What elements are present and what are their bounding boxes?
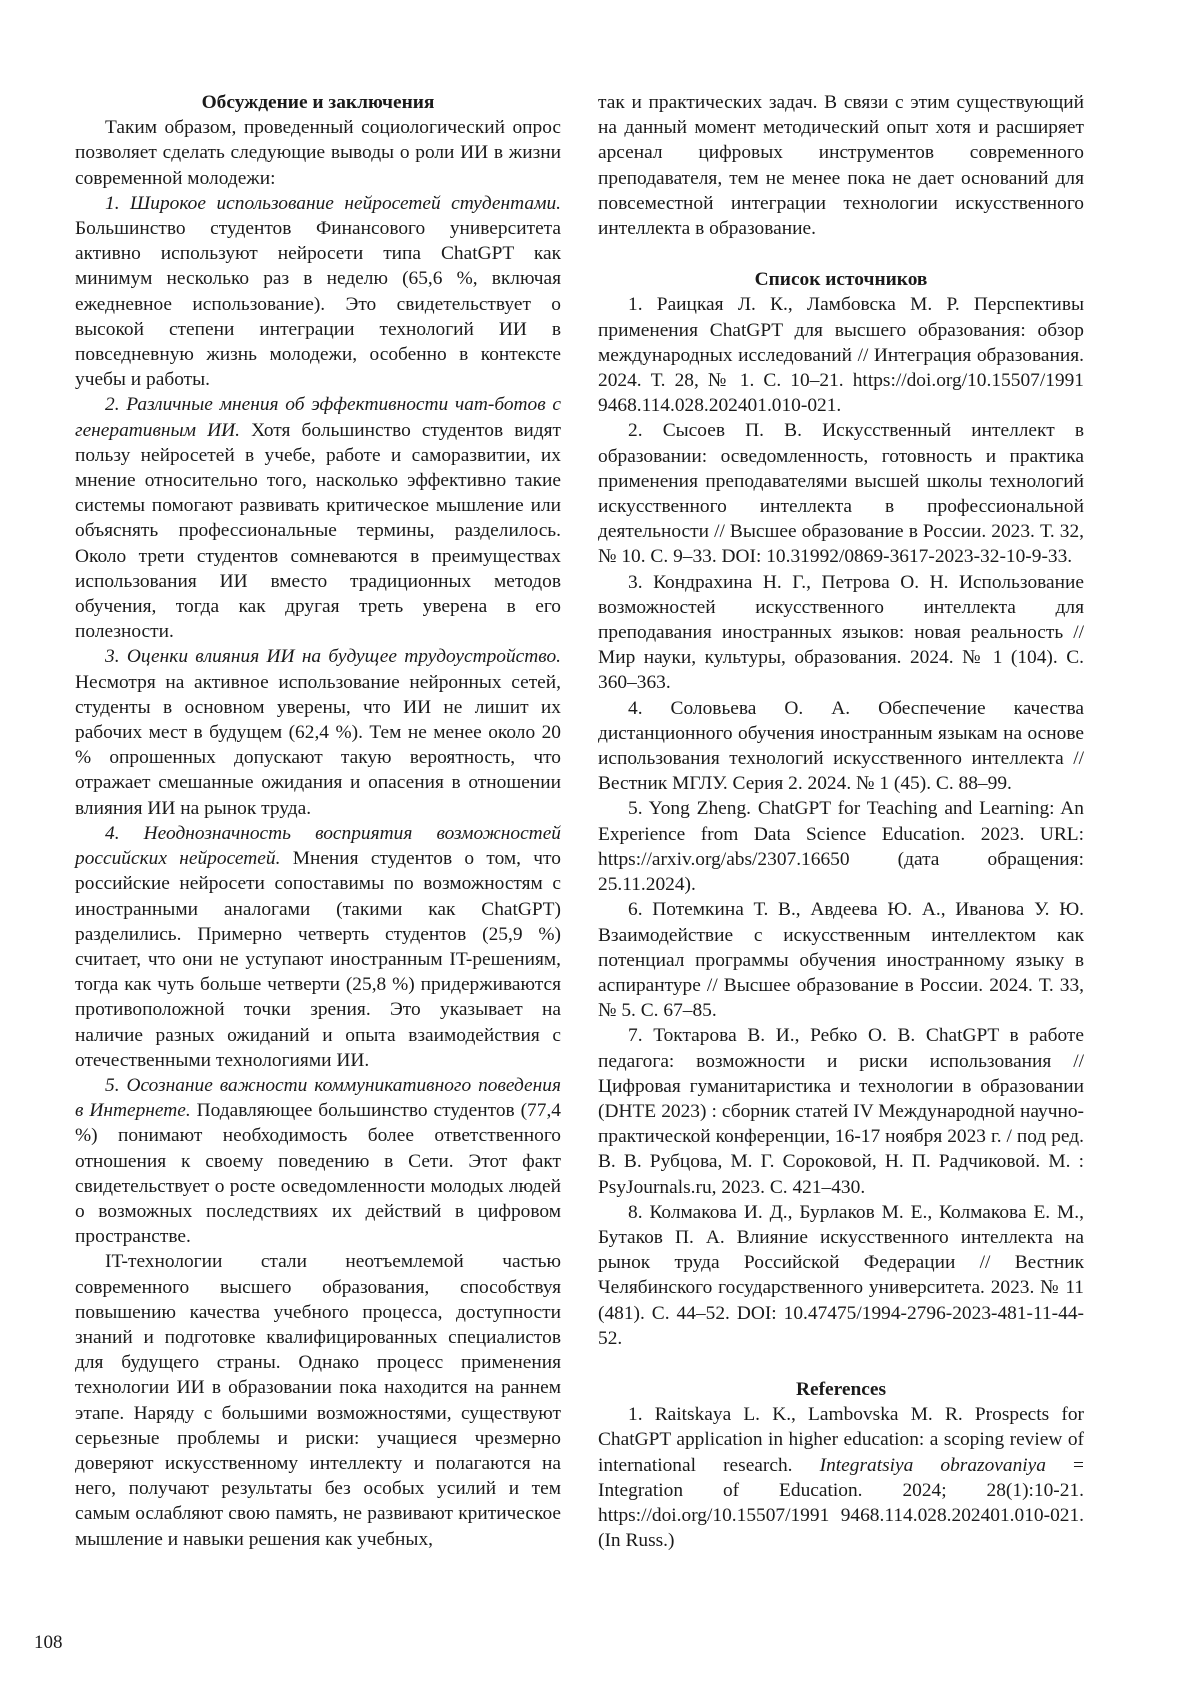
point-title: 5. Осознание важности коммуникативного поведения в Интернете. xyxy=(75,1074,561,1122)
page-number: 108 xyxy=(34,1632,63,1653)
right-column xyxy=(598,90,1084,1553)
closing-paragraph: IT-технологии стали неотъемлемой частью современного высшего образования, способствуя повышению качества учебного процесса, доступности знаний и подготовке квалифицированных специалистов для будущего страны. Однако процесс применения технологии ИИ в образовании пока находится на раннем этапе. Наряду с большими возможностями, существуют серьезные проблемы и риски: учащиеся чрезмерно доверяют искусственному интеллекту и полагаются на него, получают результаты без особых усилий и тем самым ослабляют свою память, не развивают критическое мышление и навыки решения как учебных, xyxy=(75,1251,561,1550)
point-text: Подавляющее большинство студентов (77,4 %) понимают необходимость более ответственного отношения к своему поведению в Сети. Этот факт свидетельствует о росте осведомленности молодых людей о возможных последствиях их действий в цифровом пространстве. xyxy=(75,1100,561,1248)
point-text: Несмотря на активное использование нейронных сетей, студенты в основном уверены, что ИИ не лишит их рабочих мест в будущем (62,4 %). Тем не менее около 20 % опрошенных допускают такую вероятность, что отражает смешанные ожидания и опасения в отношении влияния ИИ на рынок труда. xyxy=(75,671,561,819)
point-title: 2. Различные мнения об эффективности чат-ботов с генеративным ИИ. xyxy=(75,394,561,441)
reference-journal: Integratsiya obrazovaniya xyxy=(819,1454,1046,1476)
sources-heading: Список источников xyxy=(754,269,928,291)
conclusion-point-4 xyxy=(75,821,561,1073)
source-item: 5. Yong Zheng. ChatGPT for Teaching and Learning: An Experience from Data Science Education. 2023. URL: https://arxiv.org/abs/2307.16650 (дата обращения: 25.11.2024). xyxy=(598,798,1084,896)
source-item: 6. Потемкина Т. В., Авдеева Ю. А., Иванова У. Ю. Взаимодействие с искусственным интеллектом как потенциал программы обучения иностранному языку в аспирантуре // Высшее образование в России. 2024. Т. 33, № 5. С. 67–85. xyxy=(598,899,1084,1022)
reference-pre: 1. Raitskaya L. K., Lambovska M. R. Prospects for ChatGPT application in higher education: a scoping review of international research. xyxy=(598,1404,1084,1476)
conclusion-point-1 xyxy=(75,191,561,393)
conclusion-point-3 xyxy=(75,644,561,820)
continuation-paragraph: так и практических задач. В связи с этим существующий на данный момент методический опыт хотя и расширяет арсенал цифровых инструментов современного преподавателя, тем не менее пока не дает оснований для повсеместной интеграции технологии искусственного интеллекта в образование. xyxy=(598,92,1084,240)
point-title: 3. Оценки влияния ИИ на будущее трудоустройство. xyxy=(105,646,561,668)
point-text: Хотя большинство студентов видят пользу нейросетей в учебе, работе и саморазвитии, их мнение относительно того, насколько эффективно такие системы помогают развивать критическое мышление или объяснять профессиональные термины, разделилось. Около трети студентов сомневаются в преимуществах использования ИИ вместо традиционных методов обучения, тогда как другая треть уверена в его полезности. xyxy=(75,419,561,643)
source-item: 1. Раицкая Л. К., Ламбовска М. Р. Перспективы применения ChatGPT для высшего образования: обзор международных исследований // Интеграция образования. 2024. Т. 28, № 1. С. 10–21. https://doi.org/10.15507/1991 9468.114.028.202401.010-021. xyxy=(598,294,1084,417)
source-item: 3. Кондрахина Н. Г., Петрова О. Н. Использование возможностей искусственного интеллекта для преподавания иностранных языков: новая реальность // Мир науки, культуры, образования. 2024. № 1 (104). С. 360–363. xyxy=(598,571,1084,694)
source-item: 2. Сысоев П. В. Искусственный интеллект в образовании: осведомленность, готовность и практика применения преподавателями высшей школы технологий искусственного интеллекта в профессиональной деятельности // Высшее образование в России. 2023. Т. 32, № 10. С. 9–33. DOI: 10.31992/0869-3617-2023-32-10-9-33. xyxy=(598,420,1084,568)
source-item: 8. Колмакова И. Д., Бурлаков М. Е., Колмакова Е. М., Бутаков П. А. Влияние искусственного интеллекта на рынок труда Российской Федерации // Вестник Челябинского государственного университета. 2023. № 11 (481). С. 44–52. DOI: 10.47475/1994-2796-2023-481-11-44-52. xyxy=(598,1201,1084,1349)
conclusion-point-5 xyxy=(75,1073,561,1249)
point-text: Большинство студентов Финансового университета активно используют нейросети типа ChatGPT как минимум несколько раз в неделю (65,6 %, включая ежедневное использование). Это свидетельствует о высокой степени интеграции технологий ИИ в повседневную жизнь молодежи, особенно в контексте учебы и работы. xyxy=(75,218,561,391)
point-title: 4. Неоднозначность восприятия возможностей российских нейросетей. xyxy=(75,822,561,870)
source-item: 7. Токтарова В. И., Ребко О. В. ChatGPT в работе педагога: возможности и риски использования // Цифровая гуманитаристика и технологии в образовании (DHTE 2023) : сборник статей IV Международной научно-практической конференции, 16-17 ноября 2023 г. / под ред. В. В. Рубцова, М. Г. Сороковой, Н. П. Радчиковой. М. : PsyJournals.ru, 2023. С. 421–430. xyxy=(598,1025,1084,1198)
references-heading: References xyxy=(795,1378,887,1400)
reference-item xyxy=(598,1402,1084,1553)
reference-post: = Integration of Education. 2024; 28(1):10-21. https://doi.org/10.15507/1991 9468.114.028.202401.010-021. (In Russ.) xyxy=(598,1454,1084,1552)
conclusion-point-2 xyxy=(75,392,561,644)
intro-paragraph: Таким образом, проведенный социологический опрос позволяет сделать следующие выводы о роли ИИ в жизни современной молодежи: xyxy=(75,117,561,189)
left-column xyxy=(75,90,561,1552)
point-text: Мнения студентов о том, что российские нейросети сопоставимы по возможностям с иностранными аналогами (такими как ChatGPT) разделились. Примерно четверть студентов (25,9 %) считает, что они не уступают иностранным IT-решениям, тогда как чуть больше четверти (25,8 %) придерживаются противоположной точки зрения. Это указывает на наличие разных ожиданий и опыта взаимодействия с отечественными технологиями ИИ. xyxy=(75,848,561,1071)
section-heading: Обсуждение и заключения xyxy=(201,92,435,113)
point-title: 1. Широкое использование нейросетей студентами. xyxy=(105,192,561,214)
source-item: 4. Соловьева О. А. Обеспечение качества дистанционного обучения иностранным языкам на основе использования технологий искусственного интеллекта // Вестник МГЛУ. Серия 2. 2024. № 1 (45). С. 88–99. xyxy=(598,697,1084,795)
